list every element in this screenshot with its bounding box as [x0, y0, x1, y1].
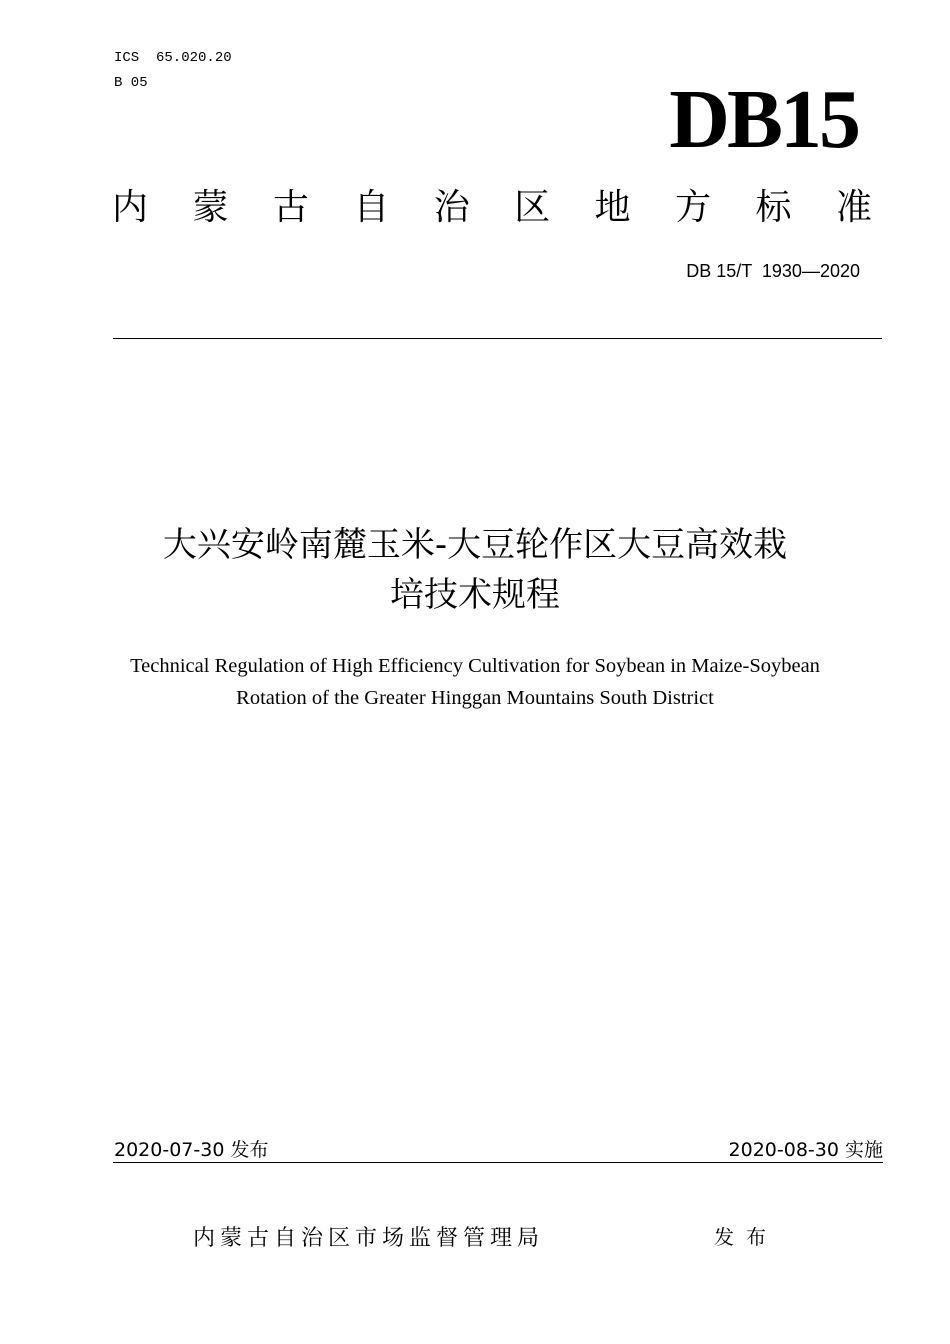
chinese-title [40, 520, 910, 620]
standard-type-char: 地 [594, 187, 631, 228]
footer-divider [113, 1162, 883, 1163]
implementation-date: 2020-08-30 实施 [728, 1139, 883, 1161]
standard-logo: DB15 [669, 73, 858, 166]
standard-type-char: 古 [272, 187, 309, 228]
standard-type-char: 治 [433, 187, 470, 228]
publisher-name: 内蒙古自治区市场监督管理局 [193, 1226, 545, 1251]
standard-type-char: 区 [514, 187, 551, 228]
standard-number: DB 15/T 1930—2020 [686, 261, 860, 281]
standard-type-char: 内 [112, 187, 149, 228]
standard-type-char: 自 [353, 187, 390, 228]
chinese-title-line-2: 培技术规程 [390, 575, 560, 615]
header-divider [113, 338, 882, 339]
standard-type-heading [112, 186, 872, 230]
standard-type-char: 标 [755, 187, 792, 228]
standard-type-char: 蒙 [192, 187, 229, 228]
english-title-line-2: Rotation of the Greater Hinggan Mountains South District [236, 687, 714, 709]
chinese-title-line-1: 大兴安岭南麓玉米-大豆轮作区大豆高效栽 [162, 525, 788, 565]
publish-label: 发布 [714, 1225, 778, 1249]
english-title-line-1: Technical Regulation of High Efficiency Cultivation for Soybean in Maize-Soybean [130, 655, 820, 677]
issue-date: 2020-07-30 发布 [114, 1139, 269, 1161]
english-title [40, 650, 910, 714]
standard-type-char: 方 [675, 187, 712, 228]
standard-type-char: 准 [835, 187, 872, 228]
ics-code: ICS 65.020.20 [114, 50, 232, 66]
ccs-code: B 05 [114, 75, 148, 91]
